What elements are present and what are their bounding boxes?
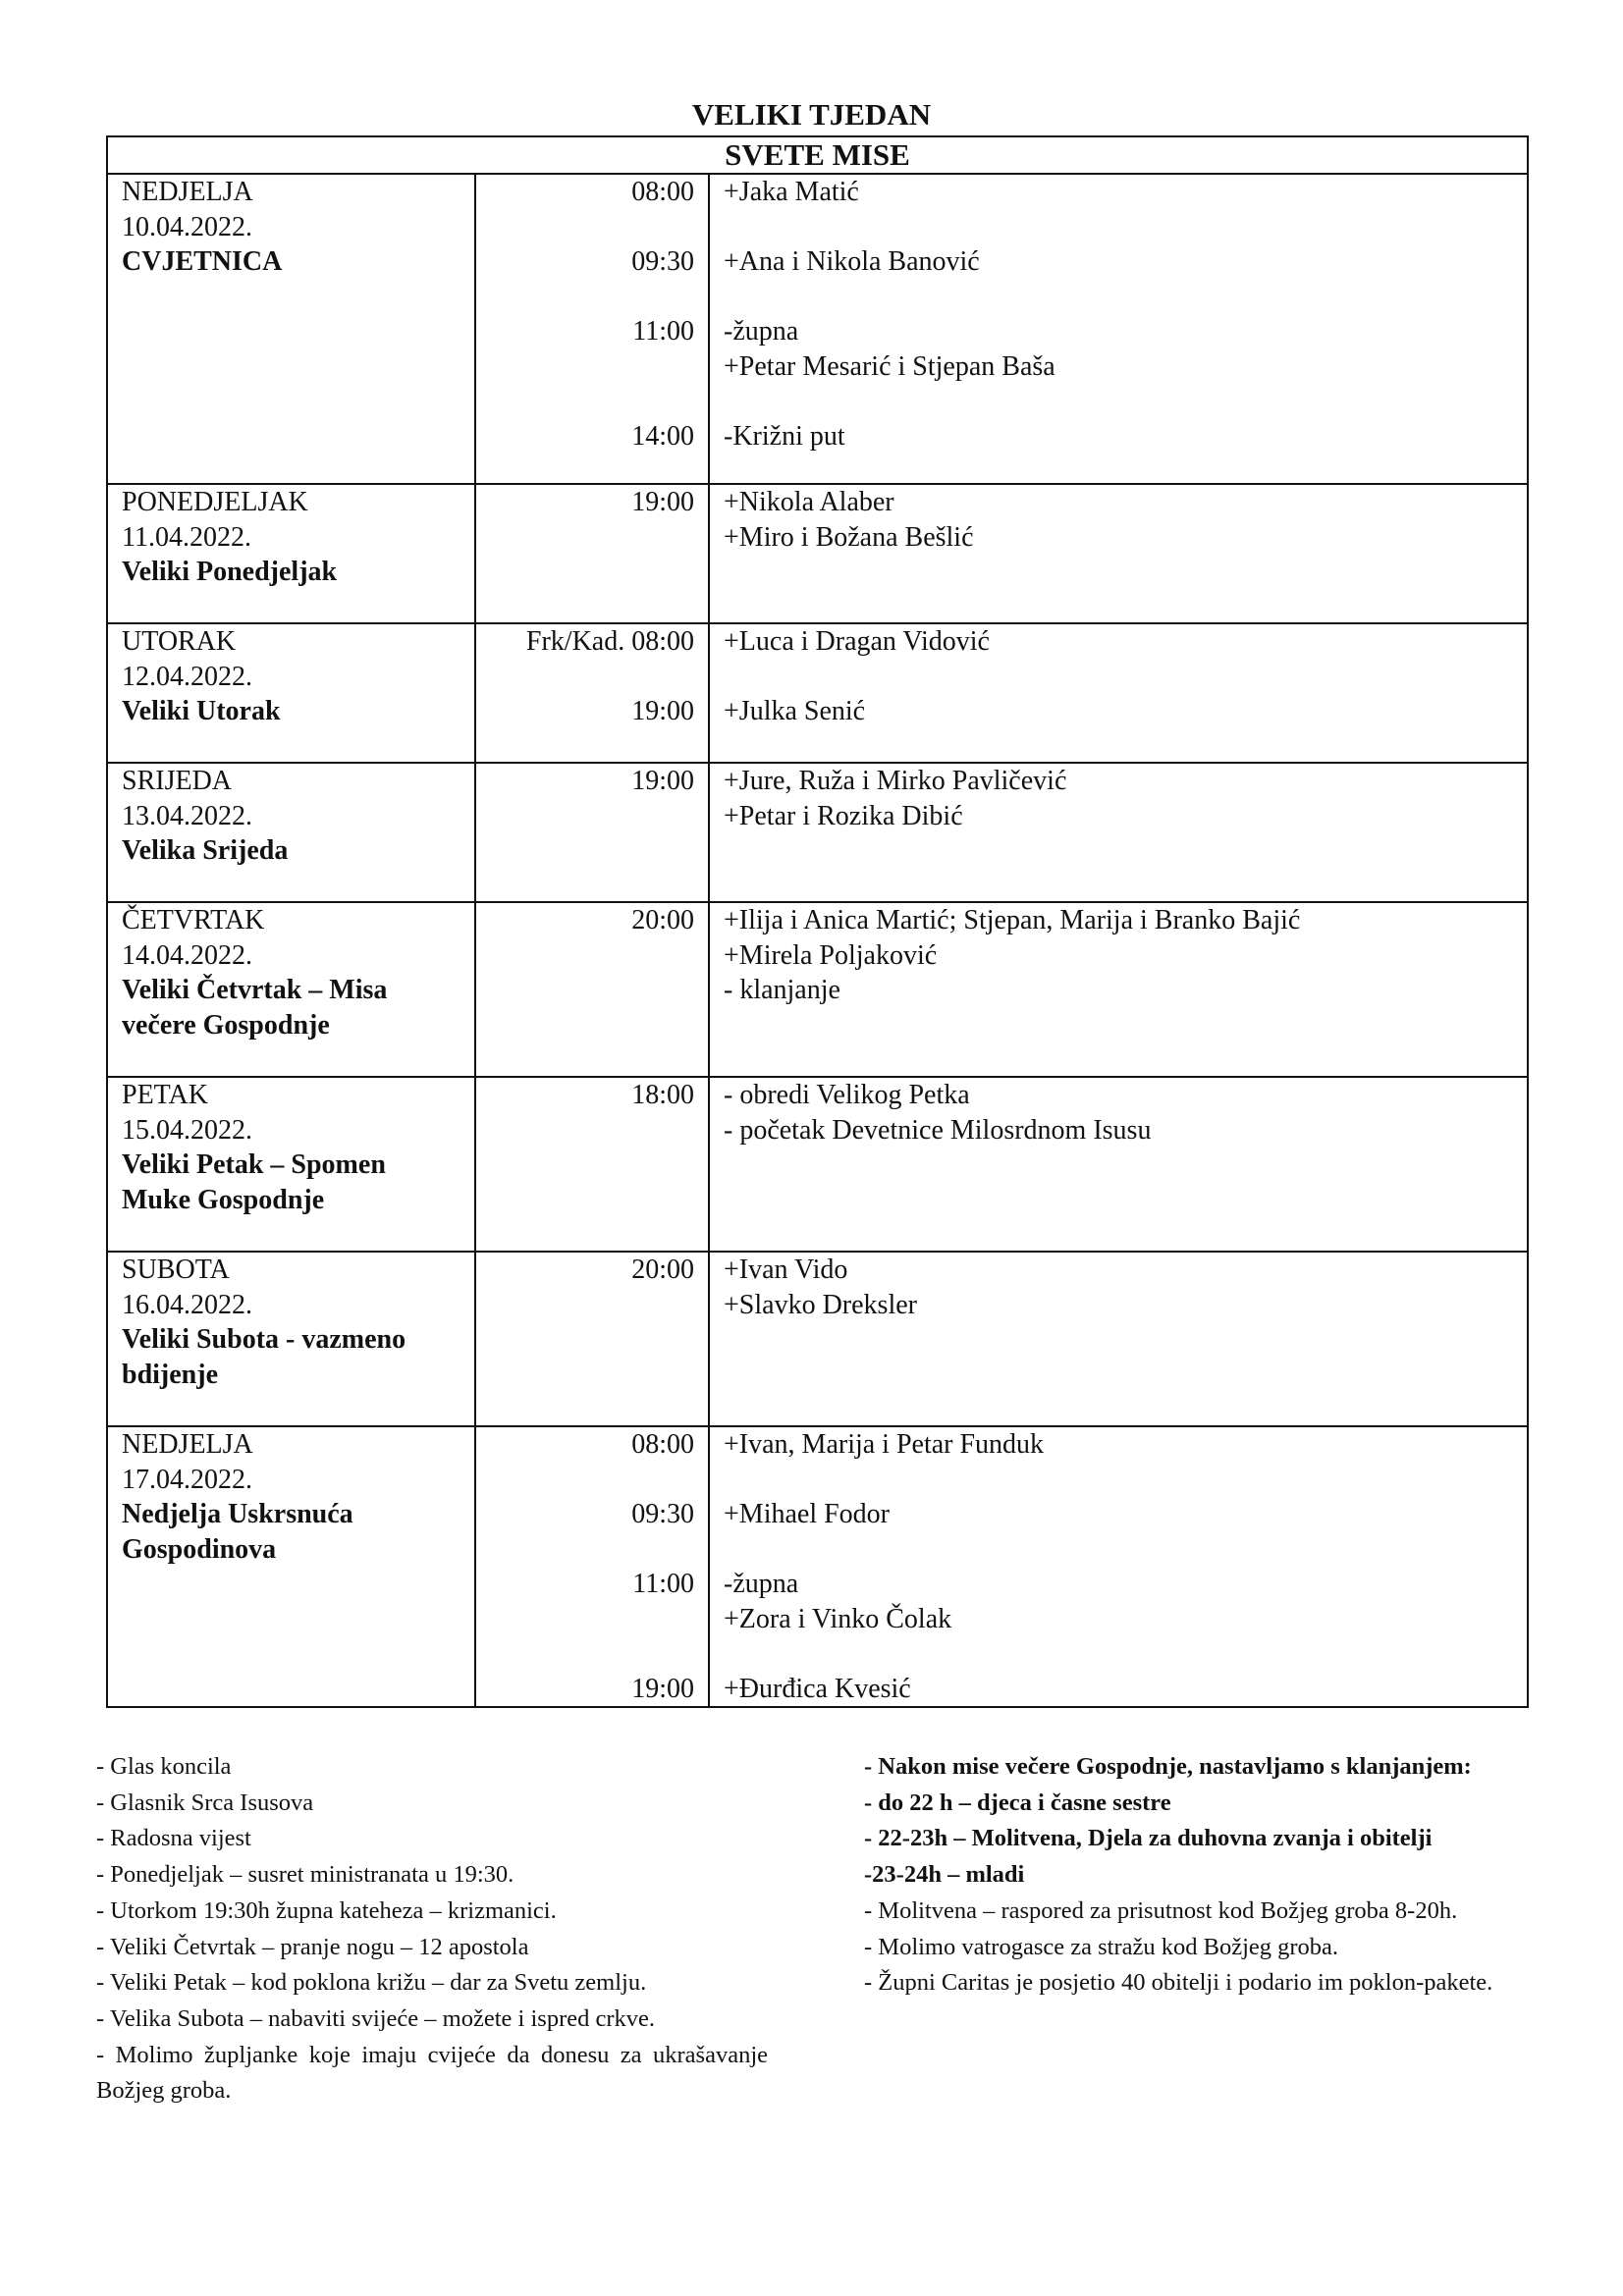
- spacer: [476, 973, 694, 1008]
- table-row: [107, 484, 1528, 623]
- feast-name: Veliki Četvrtak – Misa: [122, 975, 388, 1005]
- intention-cell: [709, 1426, 1528, 1707]
- feast-name: Veliki Utorak: [122, 696, 281, 726]
- announcement: - Veliki Petak – kod poklona križu – dar za Svetu zemlju.: [96, 1969, 647, 1997]
- mass-intention: +Ivan, Marija i Petar Funduk: [724, 1429, 1045, 1460]
- time-cell: [475, 623, 709, 763]
- feast-name: večere Gospodnje: [122, 1009, 330, 1041]
- day-date: 14.04.2022.: [122, 939, 252, 971]
- mass-intention: -župna: [724, 1569, 799, 1599]
- announcement: -23-24h – mladi: [864, 1861, 1025, 1889]
- announcement: - Župni Caritas je posjetio 40 obitelji i podario im poklon-pakete.: [864, 1969, 1493, 1997]
- spacer: [724, 384, 1527, 419]
- mass-time: 09:30: [631, 1499, 694, 1529]
- day-name: UTORAK: [122, 626, 237, 657]
- schedule-body: [107, 174, 1528, 1707]
- mass-intention: +Ilija i Anica Martić; Stjepan, Marija i Branko Bajić: [724, 905, 1301, 935]
- mass-time: 19:00: [631, 766, 694, 796]
- table-header-row: [107, 136, 1528, 174]
- time-cell: [475, 174, 709, 484]
- mass-intention: +Slavko Dreksler: [724, 1289, 917, 1320]
- page-title: VELIKI TJEDAN: [691, 97, 932, 132]
- mass-intention: -župna: [724, 316, 799, 347]
- table-row: [107, 174, 1528, 484]
- table-row: [107, 1426, 1528, 1707]
- day-cell: [107, 1426, 475, 1707]
- mass-intention: +Nikola Alaber: [724, 487, 894, 517]
- spacer: [476, 1463, 694, 1498]
- day-cell: [107, 763, 475, 902]
- time-cell: [475, 1252, 709, 1426]
- day-date: 13.04.2022.: [122, 800, 252, 831]
- mass-time: 20:00: [631, 1255, 694, 1285]
- mass-time: 19:00: [631, 487, 694, 517]
- intention-cell: [709, 1077, 1528, 1252]
- announcement: - Velika Subota – nabaviti svijeće – možete i ispred crkve.: [96, 2004, 656, 2032]
- notes-right: [864, 1749, 1536, 2002]
- announcement: - 22-23h – Molitvena, Djela za duhovna zvanja i obitelji: [864, 1825, 1433, 1852]
- day-cell: [107, 1252, 475, 1426]
- time-cell: [475, 1077, 709, 1252]
- mass-schedule-table: [106, 135, 1529, 1708]
- mass-time: 11:00: [632, 316, 694, 347]
- announcement: - Ponedjeljak – susret ministranata u 19:30.: [96, 1861, 514, 1889]
- mass-intention: +Luca i Dragan Vidović: [724, 626, 990, 657]
- mass-intention: - klanjanje: [724, 975, 840, 1005]
- intention-cell: [709, 902, 1528, 1077]
- mass-time: 14:00: [631, 420, 694, 452]
- notes-left: [96, 1749, 768, 2109]
- spacer: [476, 280, 694, 315]
- day-name: PETAK: [122, 1080, 208, 1110]
- spacer: [476, 1288, 694, 1323]
- mass-time: Frk/Kad. 08:00: [525, 626, 694, 657]
- announcement: - Utorkom 19:30h župna kateheza – krizmanici.: [96, 1896, 557, 1924]
- time-cell: [475, 902, 709, 1077]
- day-name: SUBOTA: [122, 1255, 230, 1285]
- mass-time: 18:00: [631, 1080, 694, 1110]
- day-name: ČETVRTAK: [122, 905, 265, 935]
- intention-cell: [709, 763, 1528, 902]
- day-name: NEDJELJA: [122, 1429, 253, 1460]
- mass-intention: +Ana i Nikola Banović: [724, 246, 980, 277]
- day-date: 16.04.2022.: [122, 1289, 252, 1320]
- table-row: [107, 763, 1528, 902]
- mass-intention: +Miro i Božana Bešlić: [724, 521, 974, 553]
- feast-name: Velika Srijeda: [122, 835, 289, 866]
- day-date: 10.04.2022.: [122, 211, 252, 242]
- mass-intention: +Jure, Ruža i Mirko Pavličević: [724, 766, 1067, 796]
- mass-intention: +Đurđica Kvesić: [724, 1673, 911, 1704]
- mass-intention: +Ivan Vido: [724, 1255, 848, 1285]
- spacer: [476, 938, 694, 974]
- spacer: [724, 1463, 1527, 1498]
- time-cell: [475, 763, 709, 902]
- spacer: [724, 280, 1527, 315]
- announcement: - Molitvena – raspored za prisutnost kod Božjeg groba 8-20h.: [864, 1896, 1458, 1924]
- spacer: [476, 384, 694, 419]
- feast-name: Veliki Petak – Spomen: [122, 1149, 386, 1180]
- mass-intention: +Julka Senić: [724, 696, 866, 726]
- announcement: - Molimo župljanke koje imaju cvijeće da donesu za ukrašavanje Božjeg groba.: [96, 2041, 768, 2105]
- day-name: PONEDJELJAK: [122, 487, 308, 517]
- day-name: NEDJELJA: [122, 177, 253, 207]
- feast-name: Veliki Ponedjeljak: [122, 557, 338, 587]
- announcement: - Glasnik Srca Isusova: [96, 1789, 314, 1816]
- feast-name: Nedjelja Uskrsnuća: [122, 1499, 353, 1529]
- mass-time: 19:00: [631, 696, 694, 726]
- mass-intention: +Jaka Matić: [724, 177, 859, 207]
- mass-intention: - početak Devetnice Milosrdnom Isusu: [724, 1114, 1152, 1146]
- mass-intention: -Križni put: [724, 420, 845, 452]
- table-row: [107, 1077, 1528, 1252]
- feast-name: Muke Gospodnje: [122, 1184, 325, 1215]
- spacer: [476, 520, 694, 556]
- mass-intention: +Petar Mesarić i Stjepan Baša: [724, 350, 1055, 382]
- spacer: [724, 1532, 1527, 1568]
- table-row: [107, 623, 1528, 763]
- spacer: [476, 349, 694, 385]
- feast-name: Gospodinova: [122, 1533, 277, 1565]
- table-header: SVETE MISE: [107, 136, 1528, 174]
- spacer: [476, 1602, 694, 1637]
- time-cell: [475, 484, 709, 623]
- day-cell: [107, 1077, 475, 1252]
- spacer: [476, 660, 694, 695]
- table-row: [107, 1252, 1528, 1426]
- announcement: - Radosna vijest: [96, 1825, 251, 1852]
- spacer: [724, 660, 1527, 695]
- mass-time: 08:00: [631, 1429, 694, 1460]
- day-date: 12.04.2022.: [122, 661, 252, 692]
- intention-cell: [709, 484, 1528, 623]
- mass-time: 11:00: [632, 1569, 694, 1599]
- spacer: [724, 1636, 1527, 1672]
- feast-name: bdijenje: [122, 1359, 218, 1390]
- intention-cell: [709, 623, 1528, 763]
- day-date: 17.04.2022.: [122, 1464, 252, 1495]
- mass-intention: - obredi Velikog Petka: [724, 1080, 970, 1110]
- mass-time: 19:00: [631, 1673, 694, 1704]
- day-name: SRIJEDA: [122, 766, 233, 796]
- announcement: - Nakon mise večere Gospodnje, nastavljamo s klanjanjem:: [864, 1753, 1472, 1780]
- day-cell: [107, 902, 475, 1077]
- day-date: 15.04.2022.: [122, 1114, 252, 1146]
- mass-time: 20:00: [631, 905, 694, 935]
- spacer: [476, 210, 694, 245]
- spacer: [476, 1532, 694, 1568]
- feast-name: Veliki Subota - vazmeno: [122, 1324, 406, 1355]
- spacer: [476, 1113, 694, 1148]
- time-cell: [475, 1426, 709, 1707]
- mass-intention: +Mirela Poljaković: [724, 939, 938, 971]
- mass-time: 08:00: [631, 177, 694, 207]
- mass-time: 09:30: [631, 246, 694, 277]
- intention-cell: [709, 174, 1528, 484]
- intention-cell: [709, 1252, 1528, 1426]
- feast-name: CVJETNICA: [122, 246, 283, 277]
- mass-intention: +Zora i Vinko Čolak: [724, 1603, 952, 1634]
- day-date: 11.04.2022.: [122, 521, 251, 553]
- spacer: [724, 210, 1527, 245]
- day-cell: [107, 623, 475, 763]
- announcement: - Veliki Četvrtak – pranje nogu – 12 apostola: [96, 1933, 529, 1960]
- spacer: [476, 799, 694, 834]
- day-cell: [107, 174, 475, 484]
- announcement: - do 22 h – djeca i časne sestre: [864, 1789, 1171, 1816]
- mass-intention: +Mihael Fodor: [724, 1499, 890, 1529]
- spacer: [476, 1636, 694, 1672]
- day-cell: [107, 484, 475, 623]
- mass-intention: +Petar i Rozika Dibić: [724, 800, 963, 831]
- announcement: - Molimo vatrogasce za stražu kod Božjeg groba.: [864, 1933, 1339, 1960]
- table-row: [107, 902, 1528, 1077]
- announcement: - Glas koncila: [96, 1753, 232, 1780]
